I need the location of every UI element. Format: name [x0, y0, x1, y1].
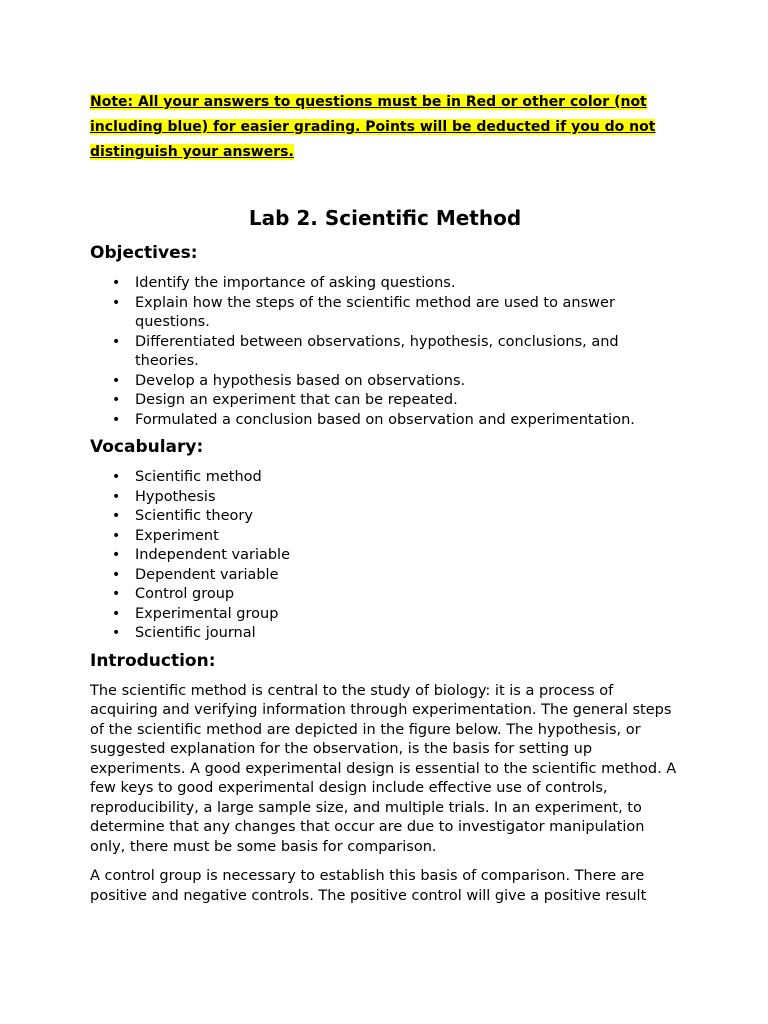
bullet-icon: •: [112, 294, 121, 311]
list-item: • Scientific journal: [90, 624, 680, 644]
bullet-icon: •: [112, 527, 121, 544]
document-page: [90, 90, 680, 906]
introduction-heading: Introduction:: [90, 650, 216, 671]
bullet-icon: •: [112, 547, 121, 563]
list-item: • Identify the importance of asking questions.: [90, 274, 680, 294]
bullet-icon: •: [112, 605, 121, 622]
bullet-icon: •: [112, 372, 121, 389]
list-item: • Hypothesis: [90, 488, 680, 508]
list-item: • Scientific method: [90, 468, 680, 488]
list-item: • Independent variable: [90, 546, 680, 566]
bullet-icon: •: [112, 275, 121, 291]
grading-note: [90, 90, 680, 165]
bullet-icon: •: [112, 469, 121, 485]
list-item: • Experiment: [90, 527, 680, 547]
list-item: • Formulated a conclusion based on observation and experimentation.: [90, 411, 680, 431]
bullet-icon: •: [112, 333, 121, 350]
bullet-icon: •: [112, 566, 121, 583]
introduction-paragraph-2: A control group is necessary to establish this basis of comparison. There are positive and negative controls. The positive control will give a positive result: [90, 868, 647, 904]
bullet-icon: •: [112, 392, 121, 408]
bullet-icon: •: [112, 625, 121, 641]
list-item: • Scientific theory: [90, 507, 680, 527]
grading-note-text: Note: All your answers to questions must be in Red or other color (not including blue) for easier grading. Points will be deducted if you do not distinguish your answers.: [90, 94, 656, 160]
objectives-heading: Objectives:: [90, 243, 198, 263]
list-item: • Design an experiment that can be repeated.: [90, 391, 680, 411]
vocabulary-list: [90, 468, 680, 644]
introduction-paragraph-1: The scientific method is central to the study of biology: it is a process of acquiring and verifying information through experimentation. The general steps of the scientific method are depicted in the figure below. The hypothesis, or suggested explanation for the observation, is the basis for setting up experiments. A good experimental design is essential to the scientific method. A few keys to good experimental design include effective use of controls, reproducibility, a large sample size, and multiple trials. In an experiment, to determine that any changes that occur are due to investigator manipulation only, there must be some basis for comparison.: [90, 682, 677, 855]
bullet-icon: •: [112, 411, 121, 428]
vocabulary-heading: Vocabulary:: [90, 437, 204, 457]
bullet-icon: •: [112, 488, 121, 505]
list-item: • Explain how the steps of the scientific method are used to answer questions.: [112, 294, 615, 330]
list-item: • Differentiated between observations, hypothesis, conclusions, and theories.: [112, 333, 619, 369]
list-item: • Develop a hypothesis based on observations.: [90, 372, 680, 392]
list-item: • Experimental group: [90, 605, 680, 625]
objectives-list: [90, 274, 680, 430]
bullet-icon: •: [112, 508, 121, 524]
page-title: Lab 2. Scientific Method: [248, 206, 522, 230]
list-item: • Dependent variable: [90, 566, 680, 586]
list-item: • Control group: [90, 585, 680, 605]
bullet-icon: •: [112, 586, 121, 602]
